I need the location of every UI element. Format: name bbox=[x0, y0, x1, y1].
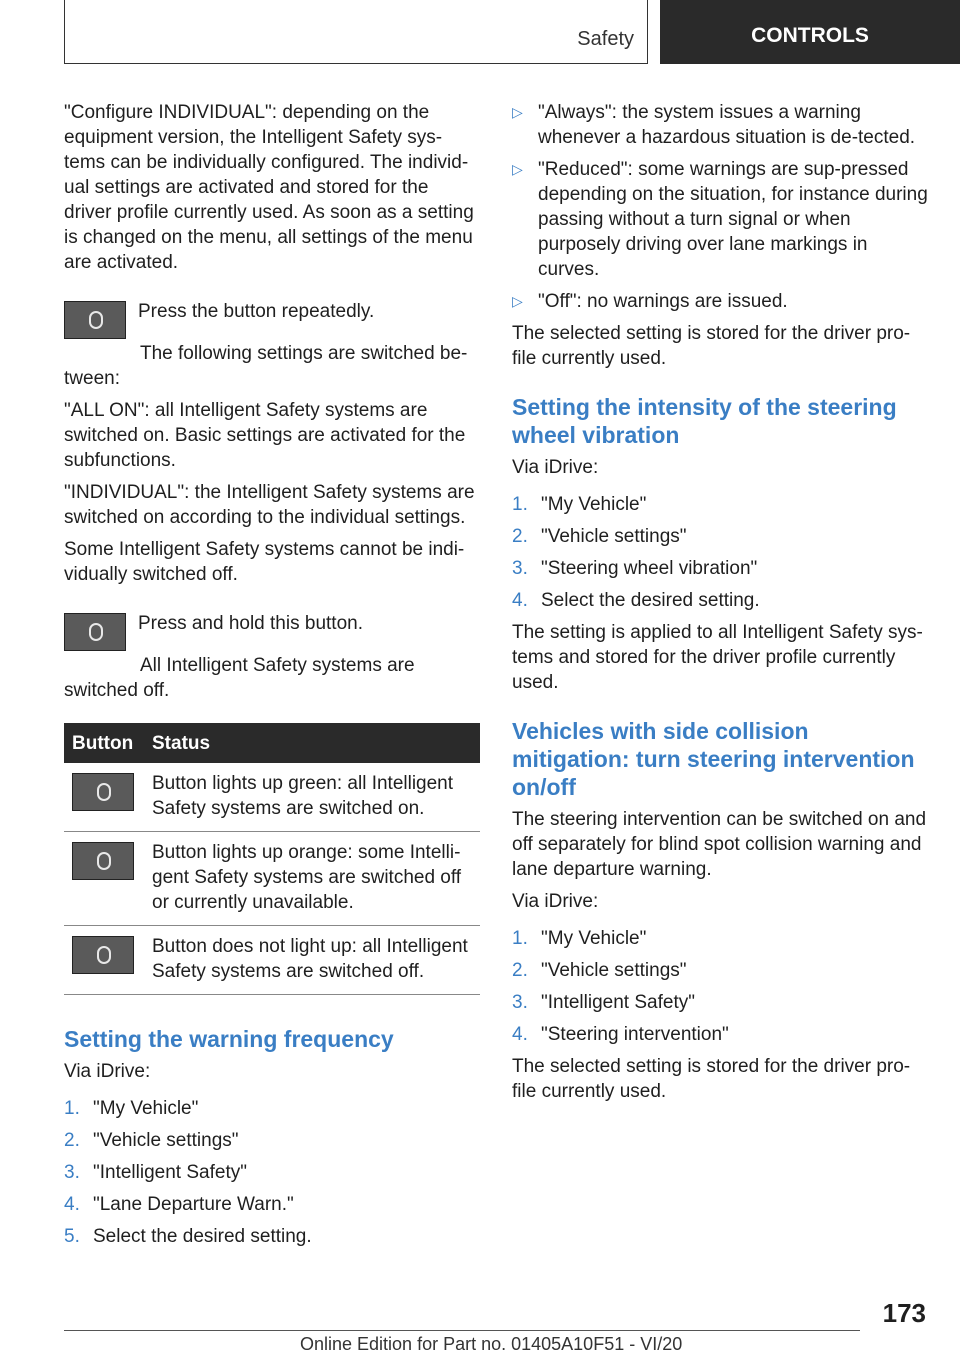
vibration-steps-list bbox=[512, 492, 928, 613]
warning-frequency-heading: Setting the warning frequency bbox=[64, 1026, 394, 1052]
right-column bbox=[512, 100, 928, 1111]
status-cell: Button does not light up: all Intelligent Safety systems are switched off. bbox=[144, 926, 480, 995]
list-item: 3. "Steering wheel vibration" bbox=[512, 558, 758, 579]
hold-button-row bbox=[64, 609, 480, 651]
vibration-note: The setting is applied to all Intelligent Safety sys‐tems and stored for the driver profile currently used. bbox=[512, 622, 923, 693]
triangle-bullet-icon: ▷ bbox=[512, 293, 523, 309]
intro-paragraph: "Configure INDIVIDUAL": depending on the equipment version, the Intelligent Safety sys‐tems can be individually configured. The individ‐ual settings are activated and stored for the driver profile currently used. As soon as a setting is changed on the menu, all settings of the menu are activated. bbox=[64, 102, 474, 273]
list-item: 2. "Vehicle settings" bbox=[512, 526, 687, 547]
list-item: ▷ "Off": no warnings are issued. bbox=[480, 289, 928, 314]
table-header-button: Button bbox=[64, 723, 144, 763]
list-item: 1. "My Vehicle" bbox=[64, 1098, 199, 1119]
intelligent-safety-button-icon bbox=[64, 613, 126, 651]
button-off-icon bbox=[72, 936, 134, 974]
list-item: 2. "Vehicle settings" bbox=[64, 1130, 239, 1151]
table-row bbox=[64, 926, 480, 995]
list-item: 3. "Intelligent Safety" bbox=[512, 992, 695, 1013]
side-collision-heading: Vehicles with side collision mitigation: turn steering intervention on/off bbox=[512, 718, 915, 800]
list-item: ▷ "Reduced": some warnings are sup‐pressed depending on the situation, for instance during passing without a turn signal or when purposely driving over lane markings in curves. bbox=[480, 157, 928, 282]
edition-footer: Online Edition for Part no. 01405A10F51 - VI/20 bbox=[300, 1334, 683, 1354]
via-idrive-text: Via iDrive: bbox=[64, 1061, 151, 1082]
list-item: 4. "Lane Departure Warn." bbox=[64, 1194, 294, 1215]
list-item: 2. "Vehicle settings" bbox=[512, 960, 687, 981]
vibration-heading: Setting the intensity of the steering wheel vibration bbox=[512, 394, 897, 448]
frequency-options-list bbox=[480, 100, 928, 314]
warning-steps-list bbox=[64, 1096, 480, 1249]
via-idrive-text: Via iDrive: bbox=[512, 457, 599, 478]
all-off-text: All Intelligent Safety systems are switched off. bbox=[64, 655, 415, 701]
footer-divider bbox=[64, 1330, 860, 1331]
switch-text: The following settings are switched be‐tween: bbox=[64, 343, 468, 389]
via-idrive-text: Via iDrive: bbox=[512, 891, 599, 912]
intelligent-safety-button-icon bbox=[64, 301, 126, 339]
list-item: 1. "My Vehicle" bbox=[512, 928, 647, 949]
all-on-text: "ALL ON": all Intelligent Safety systems are switched on. Basic settings are activated for the subfunctions. bbox=[64, 400, 466, 471]
status-cell: Button lights up orange: some Intelli‐gent Safety systems are switched off or currently unavailable. bbox=[144, 832, 480, 926]
table-header-status: Status bbox=[144, 723, 480, 763]
button-status-table bbox=[64, 723, 480, 995]
status-cell: Button lights up green: all Intelligent Safety systems are switched on. bbox=[144, 763, 480, 832]
section-title: Safety bbox=[577, 28, 634, 50]
stored-note: The selected setting is stored for the driver pro‐file currently used. bbox=[512, 323, 911, 369]
button-green-icon bbox=[72, 773, 134, 811]
table-row bbox=[64, 832, 480, 926]
hold-text: Press and hold this button. bbox=[138, 613, 363, 634]
chapter-tab: CONTROLS bbox=[660, 0, 960, 64]
list-item: ▷ "Always": the system issues a warning whenever a hazardous situation is de‐tected. bbox=[480, 100, 928, 150]
triangle-bullet-icon: ▷ bbox=[512, 104, 523, 120]
page-number: 173 bbox=[882, 1298, 926, 1328]
list-item: 5. Select the desired setting. bbox=[64, 1226, 312, 1247]
table-row bbox=[64, 763, 480, 832]
some-systems-text: Some Intelligent Safety systems cannot be indi‐vidually switched off. bbox=[64, 539, 465, 585]
button-orange-icon bbox=[72, 842, 134, 880]
list-item: 3. "Intelligent Safety" bbox=[64, 1162, 247, 1183]
side-collision-text: The steering intervention can be switched on and off separately for blind spot collision warning and lane departure warning. bbox=[512, 809, 927, 880]
individual-text: "INDIVIDUAL": the Intelligent Safety systems are switched on according to the individual settings. bbox=[64, 482, 475, 528]
press-button-row bbox=[64, 297, 480, 339]
left-column bbox=[64, 100, 480, 1256]
side-steps-list bbox=[512, 926, 928, 1047]
list-item: 4. "Steering intervention" bbox=[512, 1024, 729, 1045]
stored-note: The selected setting is stored for the driver pro‐file currently used. bbox=[512, 1056, 911, 1102]
header-frame bbox=[64, 0, 648, 64]
press-text: Press the button repeatedly. bbox=[138, 301, 375, 322]
triangle-bullet-icon: ▷ bbox=[512, 161, 523, 177]
list-item: 1. "My Vehicle" bbox=[512, 494, 647, 515]
list-item: 4. Select the desired setting. bbox=[512, 590, 760, 611]
